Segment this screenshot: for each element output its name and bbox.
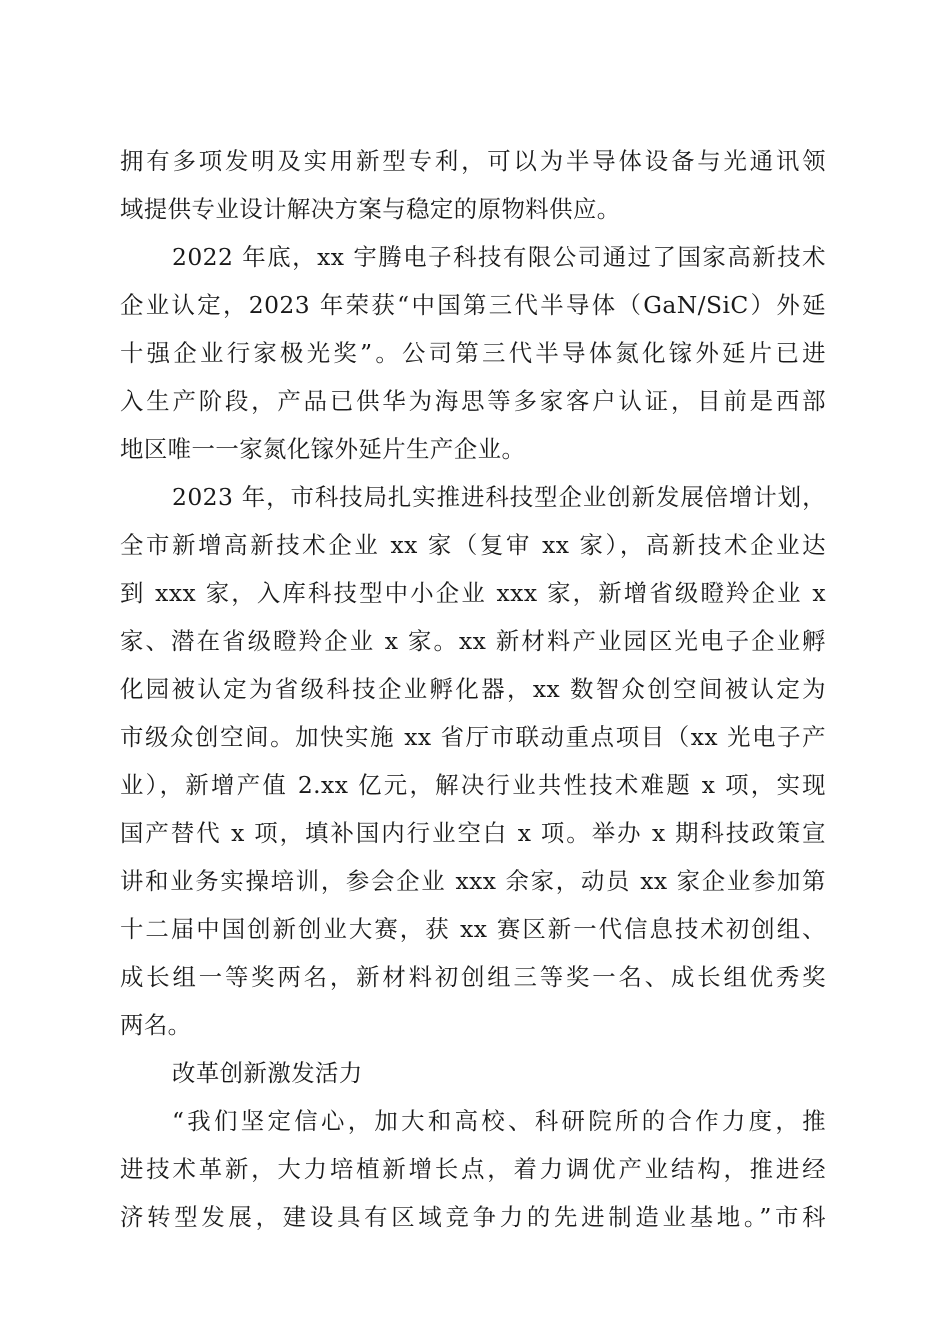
section-heading: 改革创新激发活力 [172,1059,363,1087]
paragraph-first-line: “我们坚定信心，加大和高校、科研院所的合作力度，推 [172,1107,826,1135]
text-line: 企业认定，2023 年荣获“中国第三代半导体（GaN/SiC）外延 [120,291,826,319]
text-line: 两名。 [120,1011,192,1039]
text-line: 成长组一等奖两名，新材料初创组三等奖一名、成长组优秀奖 [120,963,826,991]
text-line: 到 xxx 家，入库科技型中小企业 xxx 家，新增省级瞪羚企业 x [120,579,826,607]
text-line: 市级众创空间。加快实施 xx 省厅市联动重点项目（xx 光电子产 [120,723,826,751]
text-line: 进技术革新，大力培植新增长点，着力调优产业结构，推进经 [120,1155,826,1183]
paragraph-first-line: 2022 年底，xx 宇腾电子科技有限公司通过了国家高新技术 [172,243,826,271]
text-line: 化园被认定为省级科技企业孵化器，xx 数智众创空间被认定为 [120,675,826,703]
text-line: 讲和业务实操培训，参会企业 xxx 余家，动员 xx 家企业参加第 [120,867,826,895]
text-line: 十强企业行家极光奖”。公司第三代半导体氮化镓外延片已进 [120,339,826,367]
text-line: 入生产阶段，产品已供华为海思等多家客户认证，目前是西部 [120,387,826,415]
text-line: 拥有多项发明及实用新型专利，可以为半导体设备与光通讯领 [120,147,826,175]
paragraph-first-line: 2023 年，市科技局扎实推进科技型企业创新发展倍增计划， [172,483,826,511]
body-text [120,137,826,1241]
text-line: 十二届中国创新创业大赛，获 xx 赛区新一代信息技术初创组、 [120,915,826,943]
text-line: 全市新增高新技术企业 xx 家（复审 xx 家），高新技术企业达 [120,531,826,559]
text-line: 域提供专业设计解决方案与稳定的原物料供应。 [120,195,621,223]
text-line: 地区唯一一家氮化镓外延片生产企业。 [120,435,526,463]
text-line: 家、潜在省级瞪羚企业 x 家。xx 新材料产业园区光电子企业孵 [120,627,826,655]
text-line: 业），新增产值 2.xx 亿元，解决行业共性技术难题 x 项，实现 [120,771,826,799]
text-line: 济转型发展，建设具有区域竞争力的先进制造业基地。”市科 [120,1203,826,1231]
text-line: 国产替代 x 项，填补国内行业空白 x 项。举办 x 期科技政策宣 [120,819,826,847]
